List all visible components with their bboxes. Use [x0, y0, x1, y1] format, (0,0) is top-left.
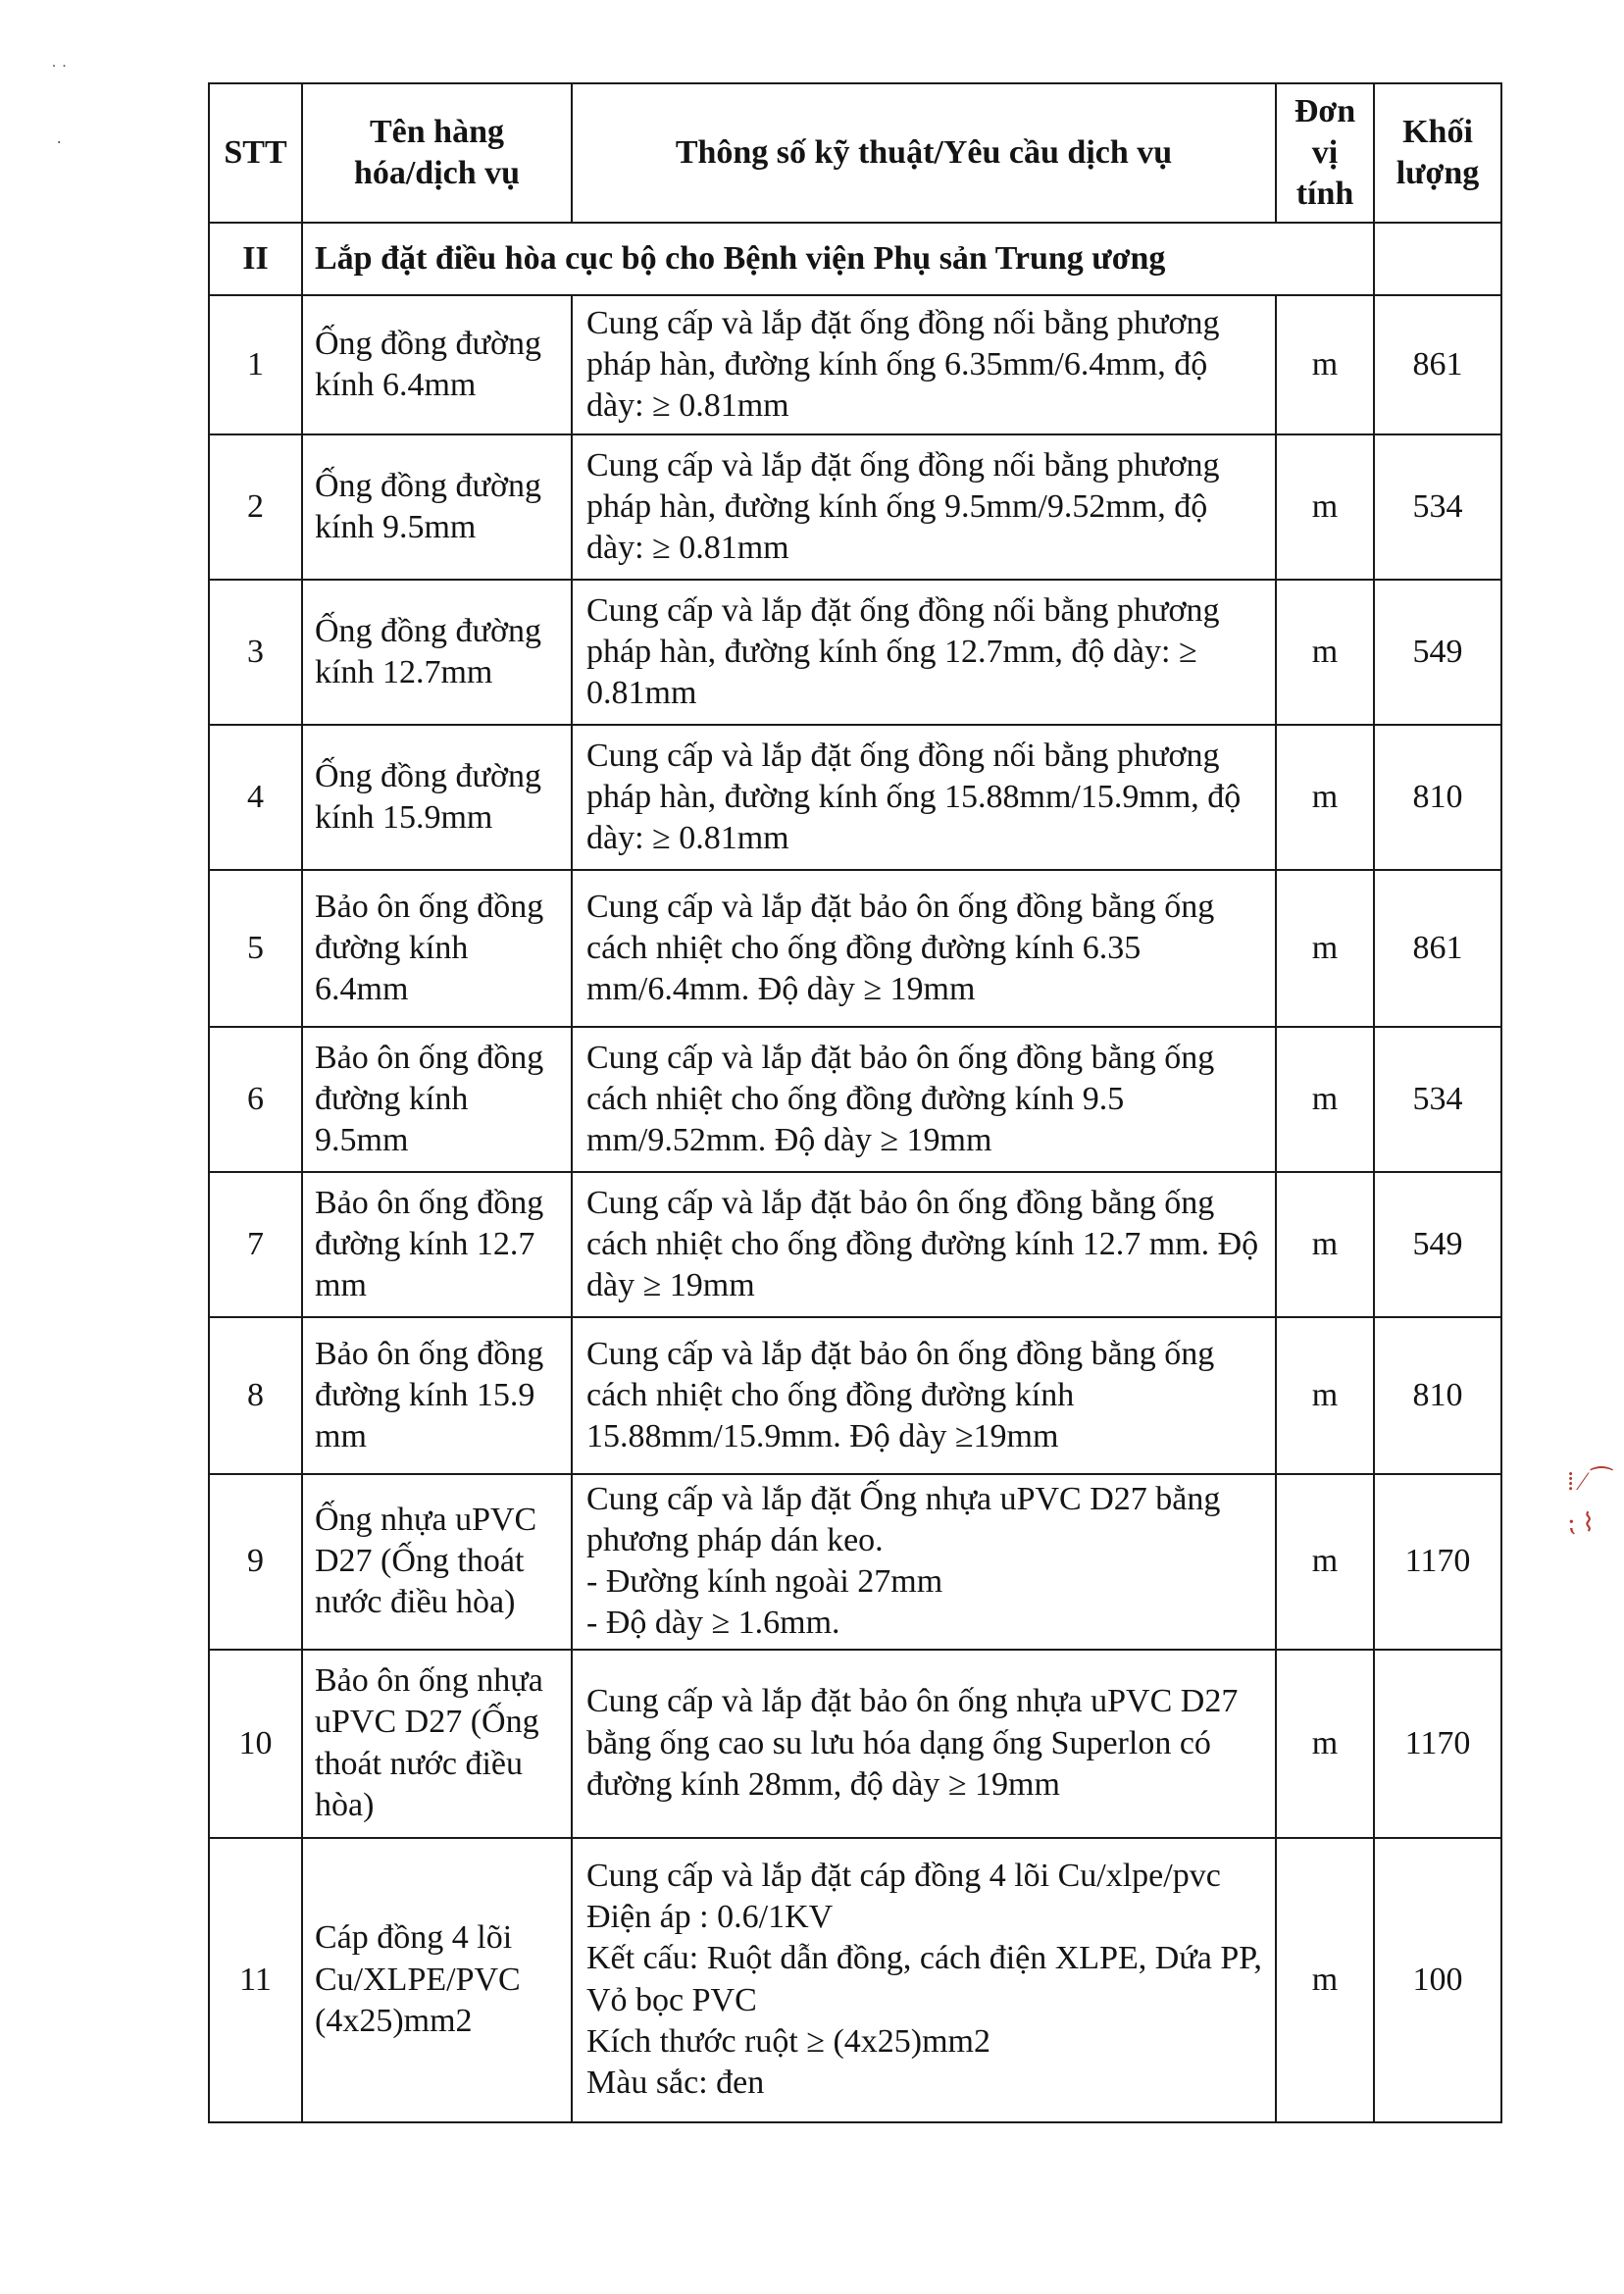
spec-line: Màu sắc: đen	[586, 2064, 765, 2101]
items-table	[208, 82, 1502, 2123]
spec-line: Cung cấp và lắp đặt ống đồng nối bằng phương pháp hàn, đường kính ống 15.88mm/15.9mm, độ dày: ≥ 0.81mm	[586, 737, 1242, 857]
table-row	[209, 1474, 1501, 1650]
row-name: Bảo ôn ống đồng đường kính 6.4mm	[302, 870, 572, 1027]
section-row	[209, 223, 1501, 295]
spec-line: Cung cấp và lắp đặt bảo ôn ống đồng bằng ống cách nhiệt cho ống đồng đường kính 12.7 mm. Độ dày ≥ 19mm	[586, 1184, 1259, 1304]
row-unit: m	[1276, 580, 1374, 725]
row-qty: 549	[1374, 580, 1501, 725]
row-name: Bảo ôn ống đồng đường kính 9.5mm	[302, 1027, 572, 1172]
spec-line: Kết cấu: Ruột dẫn đồng, cách điện XLPE, Dứa PP, Vỏ bọc PVC	[586, 1940, 1262, 2018]
row-stt: 8	[209, 1317, 302, 1474]
row-qty: 861	[1374, 870, 1501, 1027]
row-stt: 2	[209, 434, 302, 580]
header-name: Tên hàng hóa/dịch vụ	[302, 83, 572, 223]
row-spec	[572, 1172, 1276, 1317]
spec-line: Cung cấp và lắp đặt bảo ôn ống đồng bằng ống cách nhiệt cho ống đồng đường kính 6.35 mm/6.4mm. Độ dày ≥ 19mm	[586, 888, 1215, 1008]
row-stt: 11	[209, 1838, 302, 2122]
table-body	[209, 223, 1501, 2122]
row-spec	[572, 580, 1276, 725]
row-qty: 534	[1374, 434, 1501, 580]
spec-line: Kích thước ruột ≥ (4x25)mm2	[586, 2022, 991, 2060]
row-spec	[572, 1650, 1276, 1838]
row-name: Ống nhựa uPVC D27 (Ống thoát nước điều hòa)	[302, 1474, 572, 1650]
header-qty: Khối lượng	[1374, 83, 1501, 223]
spec-line: Cung cấp và lắp đặt bảo ôn ống đồng bằng ống cách nhiệt cho ống đồng đường kính 9.5 mm/9.52mm. Độ dày ≥ 19mm	[586, 1039, 1215, 1159]
row-unit: m	[1276, 1027, 1374, 1172]
row-unit: m	[1276, 434, 1374, 580]
table-row	[209, 434, 1501, 580]
table-row	[209, 725, 1501, 870]
header-stt: STT	[209, 83, 302, 223]
table-row	[209, 1172, 1501, 1317]
row-spec	[572, 725, 1276, 870]
row-spec	[572, 870, 1276, 1027]
header-unit: Đơn vị tính	[1276, 83, 1374, 223]
row-unit: m	[1276, 1317, 1374, 1474]
header-row	[209, 83, 1501, 223]
table-row	[209, 1317, 1501, 1474]
table-row	[209, 1838, 1501, 2122]
spec-line: Cung cấp và lắp đặt ống đồng nối bằng phương pháp hàn, đường kính ống 12.7mm, độ dày: ≥ 0.81mm	[586, 591, 1220, 712]
table-row	[209, 1650, 1501, 1838]
spec-line: Cung cấp và lắp đặt bảo ôn ống đồng bằng ống cách nhiệt cho ống đồng đường kính 15.88mm/15.9mm. Độ dày ≥19mm	[586, 1335, 1215, 1455]
spec-line: Cung cấp và lắp đặt ống đồng nối bằng phương pháp hàn, đường kính ống 9.5mm/9.52mm, độ dày: ≥ 0.81mm	[586, 446, 1220, 567]
row-spec	[572, 1474, 1276, 1650]
row-unit: m	[1276, 870, 1374, 1027]
row-spec	[572, 1838, 1276, 2122]
row-unit: m	[1276, 1474, 1374, 1650]
row-qty: 1170	[1374, 1474, 1501, 1650]
row-unit: m	[1276, 725, 1374, 870]
row-spec	[572, 434, 1276, 580]
row-qty: 549	[1374, 1172, 1501, 1317]
spec-line: Cung cấp và lắp đặt ống đồng nối bằng phương pháp hàn, đường kính ống 6.35mm/6.4mm, độ dày: ≥ 0.81mm	[586, 304, 1220, 425]
row-name: Bảo ôn ống đồng đường kính 15.9 mm	[302, 1317, 572, 1474]
row-qty: 810	[1374, 725, 1501, 870]
row-stt: 1	[209, 295, 302, 434]
section-empty-cell	[1374, 223, 1501, 295]
table-row	[209, 1027, 1501, 1172]
row-spec	[572, 1317, 1276, 1474]
row-qty: 534	[1374, 1027, 1501, 1172]
row-stt: 3	[209, 580, 302, 725]
spec-line: Điện áp : 0.6/1KV	[586, 1899, 834, 1936]
row-unit: m	[1276, 1650, 1374, 1838]
table-row	[209, 580, 1501, 725]
section-title: Lắp đặt điều hòa cục bộ cho Bệnh viện Phụ sản Trung ương	[302, 223, 1374, 295]
row-stt: 4	[209, 725, 302, 870]
row-name: Bảo ôn ống nhựa uPVC D27 (Ống thoát nước điều hòa)	[302, 1650, 572, 1838]
table-row	[209, 295, 1501, 434]
header-spec: Thông số kỹ thuật/Yêu cầu dịch vụ	[572, 83, 1276, 223]
row-name: Ống đồng đường kính 12.7mm	[302, 580, 572, 725]
row-unit: m	[1276, 1838, 1374, 2122]
row-spec	[572, 295, 1276, 434]
row-name: Ống đồng đường kính 6.4mm	[302, 295, 572, 434]
spec-line: Cung cấp và lắp đặt cáp đồng 4 lõi Cu/xlpe/pvc	[586, 1858, 1221, 1895]
row-qty: 100	[1374, 1838, 1501, 2122]
row-name: Bảo ôn ống đồng đường kính 12.7 mm	[302, 1172, 572, 1317]
spec-line: Cung cấp và lắp đặt bảo ôn ống nhựa uPVC D27 bằng ống cao su lưu hóa dạng ống Superlon có đường kính 28mm, độ dày ≥ 19mm	[586, 1683, 1239, 1803]
row-qty: 1170	[1374, 1650, 1501, 1838]
margin-speck: .	[57, 127, 62, 147]
section-roman: II	[209, 223, 302, 295]
row-stt: 7	[209, 1172, 302, 1317]
row-name: Ống đồng đường kính 15.9mm	[302, 725, 572, 870]
table-header	[209, 83, 1501, 223]
table-row	[209, 870, 1501, 1027]
spec-line: - Độ dày ≥ 1.6mm.	[586, 1605, 840, 1642]
row-stt: 9	[209, 1474, 302, 1650]
spec-line: - Đường kính ngoài 27mm	[586, 1563, 943, 1601]
row-qty: 810	[1374, 1317, 1501, 1474]
row-name: Cáp đồng 4 lõi Cu/XLPE/PVC (4x25)mm2	[302, 1838, 572, 2122]
row-stt: 5	[209, 870, 302, 1027]
row-stt: 10	[209, 1650, 302, 1838]
row-qty: 861	[1374, 295, 1501, 434]
red-stamp-edge-mark: ⁞ ⁄ ⁀ ⁏ ⌇	[1567, 1467, 1612, 1537]
row-stt: 6	[209, 1027, 302, 1172]
row-name: Ống đồng đường kính 9.5mm	[302, 434, 572, 580]
row-unit: m	[1276, 1172, 1374, 1317]
margin-speck: ˙ ˙	[51, 61, 68, 80]
row-unit: m	[1276, 295, 1374, 434]
spec-line: Cung cấp và lắp đặt Ống nhựa uPVC D27 bằng phương pháp dán keo.	[586, 1481, 1221, 1559]
row-spec	[572, 1027, 1276, 1172]
